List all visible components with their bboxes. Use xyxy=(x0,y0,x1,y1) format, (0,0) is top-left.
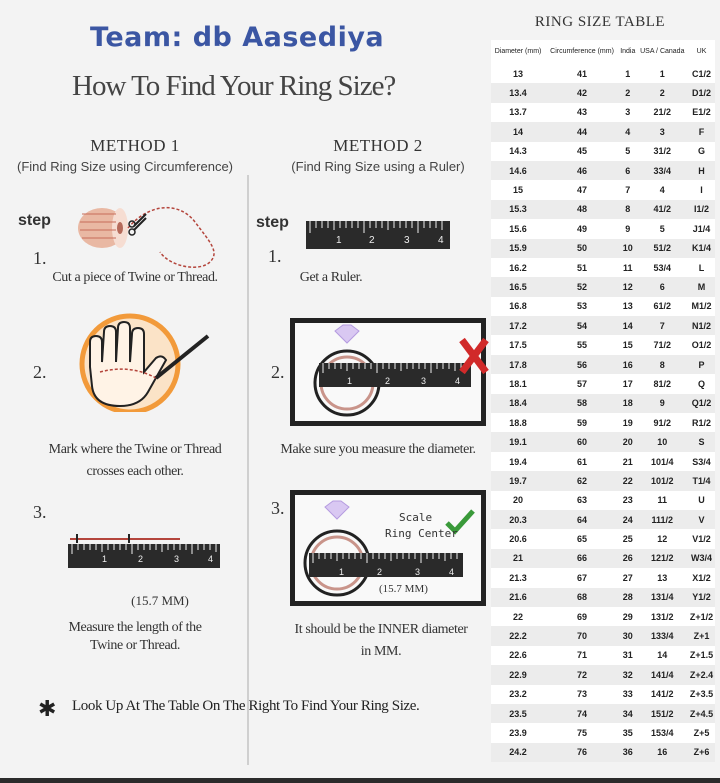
table-cell: Y1/2 xyxy=(688,588,715,607)
table-cell: 6 xyxy=(637,277,688,296)
table-cell: 3 xyxy=(637,122,688,141)
table-cell: 48 xyxy=(545,200,619,219)
table-cell: 74 xyxy=(545,704,619,723)
table-cell: 41 xyxy=(545,64,619,83)
method1-step2-number: 2. xyxy=(33,362,47,382)
table-cell: M xyxy=(688,277,715,296)
hand-illustration xyxy=(60,312,220,412)
table-cell: Z+1.5 xyxy=(688,646,715,665)
method1-ruler xyxy=(68,544,220,568)
table-cell: 68 xyxy=(545,588,619,607)
table-cell: Z+3.5 xyxy=(688,685,715,704)
table-cell: 55 xyxy=(545,335,619,354)
ring-size-table xyxy=(491,40,715,762)
ruler2-tick-4: 4 xyxy=(438,235,444,246)
table-row xyxy=(491,122,715,141)
table-cell: 15 xyxy=(619,335,637,354)
table-cell: 30 xyxy=(619,626,637,645)
table-cell: 101/4 xyxy=(637,452,688,471)
table-cell: 21 xyxy=(619,452,637,471)
table-cell: 8 xyxy=(637,355,688,374)
table-cell: 29 xyxy=(619,607,637,626)
method2-measure-value: (15.7 MM) xyxy=(379,583,428,595)
measured-thread xyxy=(70,538,180,540)
table-row xyxy=(491,685,715,704)
method1-measure-value: (15.7 MM) xyxy=(131,593,189,608)
table-cell: 2 xyxy=(619,83,637,102)
table-cell: 17.8 xyxy=(491,355,545,374)
table-row xyxy=(491,529,715,548)
table-cell: 3 xyxy=(619,103,637,122)
ruler3-tick-4: 4 xyxy=(455,376,461,386)
ring-table-body xyxy=(491,64,715,762)
header-circumference: Circumference (mm) xyxy=(545,40,619,64)
table-row xyxy=(491,83,715,102)
table-cell: 13.4 xyxy=(491,83,545,102)
table-cell: 18.4 xyxy=(491,394,545,413)
table-cell: 8 xyxy=(619,200,637,219)
table-cell: O1/2 xyxy=(688,335,715,354)
table-cell: 111/2 xyxy=(637,510,688,529)
table-cell: 11 xyxy=(619,258,637,277)
table-row xyxy=(491,200,715,219)
table-cell: 21.6 xyxy=(491,588,545,607)
table-row xyxy=(491,471,715,490)
table-cell: 141/2 xyxy=(637,685,688,704)
table-row xyxy=(491,297,715,316)
table-cell: 33/4 xyxy=(637,161,688,180)
table-cell: N1/2 xyxy=(688,316,715,335)
thread-mark-right xyxy=(128,534,130,543)
table-cell: 15.6 xyxy=(491,219,545,238)
table-cell: 151/2 xyxy=(637,704,688,723)
ruler4-tick-1: 1 xyxy=(339,567,345,577)
table-cell: H xyxy=(688,161,715,180)
table-cell: 10 xyxy=(619,239,637,258)
table-cell: I1/2 xyxy=(688,200,715,219)
table-cell: I xyxy=(688,180,715,199)
ruler4-tick-4: 4 xyxy=(449,567,455,577)
ring-center-label: Ring Center xyxy=(385,527,458,540)
table-cell: 4 xyxy=(637,180,688,199)
table-cell: 61/2 xyxy=(637,297,688,316)
table-cell: 54 xyxy=(545,316,619,335)
ruler4-tick-3: 3 xyxy=(415,567,421,577)
table-cell: Z+1 xyxy=(688,626,715,645)
table-cell: 35 xyxy=(619,723,637,742)
method1-step1-number: 1. xyxy=(33,248,47,268)
table-cell: 23.5 xyxy=(491,704,545,723)
table-cell: 20.6 xyxy=(491,529,545,548)
table-cell: 64 xyxy=(545,510,619,529)
ruler2-tick-2: 2 xyxy=(369,235,375,246)
table-cell: 15 xyxy=(491,180,545,199)
table-cell: 4 xyxy=(619,122,637,141)
table-cell: 131/4 xyxy=(637,588,688,607)
method2-step2-box xyxy=(290,318,486,426)
table-cell: 22.9 xyxy=(491,665,545,684)
table-cell: Z+6 xyxy=(688,743,715,762)
table-cell: 41/2 xyxy=(637,200,688,219)
table-cell: 9 xyxy=(619,219,637,238)
table-cell: 23.9 xyxy=(491,723,545,742)
table-cell: 13 xyxy=(491,64,545,83)
table-cell: 57 xyxy=(545,374,619,393)
table-cell: C1/2 xyxy=(688,64,715,83)
ring-ruler xyxy=(309,553,463,577)
table-cell: 14.6 xyxy=(491,161,545,180)
method2-step-label: step xyxy=(256,214,289,231)
table-cell: Z+4.5 xyxy=(688,704,715,723)
method2-step3-caption-line2: in MM. xyxy=(360,644,402,659)
table-cell: 27 xyxy=(619,568,637,587)
table-cell: 19 xyxy=(619,413,637,432)
table-cell: 13 xyxy=(637,568,688,587)
method1-step2-caption-line2: crosses each other. xyxy=(86,464,184,479)
table-cell: 21/2 xyxy=(637,103,688,122)
header-diameter: Diameter (mm) xyxy=(491,40,545,64)
table-cell: Z+2.4 xyxy=(688,665,715,684)
table-row xyxy=(491,142,715,161)
table-row xyxy=(491,219,715,238)
table-cell: X1/2 xyxy=(688,568,715,587)
table-cell: 31/2 xyxy=(637,142,688,161)
method2-step3-box xyxy=(290,490,486,606)
ruler-tick-1: 1 xyxy=(102,554,108,564)
method1-step3-caption-line2: Twine or Thread. xyxy=(90,638,180,653)
table-cell: 34 xyxy=(619,704,637,723)
thread-spool-icon xyxy=(78,208,128,248)
ruler4-tick-2: 2 xyxy=(377,567,383,577)
table-cell: 15.9 xyxy=(491,239,545,258)
diamond-icon xyxy=(335,325,359,343)
table-cell: 22 xyxy=(491,607,545,626)
table-cell: 7 xyxy=(637,316,688,335)
table-row xyxy=(491,239,715,258)
table-cell: 133/4 xyxy=(637,626,688,645)
table-row xyxy=(491,394,715,413)
table-cell: 12 xyxy=(619,277,637,296)
method1-subtitle: (Find Ring Size using Circumference) xyxy=(16,159,234,174)
table-cell: 51/2 xyxy=(637,239,688,258)
table-cell: 121/2 xyxy=(637,549,688,568)
table-cell: 69 xyxy=(545,607,619,626)
table-cell: 14.3 xyxy=(491,142,545,161)
table-row xyxy=(491,607,715,626)
table-cell: 5 xyxy=(619,142,637,161)
table-cell: 21.3 xyxy=(491,568,545,587)
table-cell: 9 xyxy=(637,394,688,413)
table-cell: 22 xyxy=(619,471,637,490)
table-cell: 17 xyxy=(619,374,637,393)
method2-heading: METHOD 2 xyxy=(333,136,423,155)
table-cell: 52 xyxy=(545,277,619,296)
table-cell: 53/4 xyxy=(637,258,688,277)
table-cell: 19.1 xyxy=(491,432,545,451)
table-cell: Z+5 xyxy=(688,723,715,742)
table-cell: 58 xyxy=(545,394,619,413)
thread-line xyxy=(128,208,214,268)
table-row xyxy=(491,549,715,568)
table-cell: P xyxy=(688,355,715,374)
method2-step1-caption: Get a Ruler. xyxy=(299,270,363,285)
table-cell: 24 xyxy=(619,510,637,529)
table-title: RING SIZE TABLE xyxy=(534,14,666,30)
table-cell: 24.2 xyxy=(491,743,545,762)
table-cell: 1 xyxy=(619,64,637,83)
table-cell: 23.2 xyxy=(491,685,545,704)
table-cell: V1/2 xyxy=(688,529,715,548)
table-row xyxy=(491,704,715,723)
table-cell: 16 xyxy=(637,743,688,762)
table-row xyxy=(491,568,715,587)
table-cell: 63 xyxy=(545,491,619,510)
table-row xyxy=(491,335,715,354)
ruler2-tick-3: 3 xyxy=(404,235,410,246)
table-row xyxy=(491,413,715,432)
table-cell: 14 xyxy=(637,646,688,665)
table-cell: U xyxy=(688,491,715,510)
table-cell: 53 xyxy=(545,297,619,316)
header-usa-canada: USA / Canada xyxy=(637,40,688,64)
table-cell: 56 xyxy=(545,355,619,374)
table-row xyxy=(491,491,715,510)
method2-subtitle: (Find Ring Size using a Ruler) xyxy=(291,159,465,174)
ruler-tick-3: 3 xyxy=(174,554,180,564)
table-cell: 59 xyxy=(545,413,619,432)
table-cell: 31 xyxy=(619,646,637,665)
table-cell: 70 xyxy=(545,626,619,645)
table-cell: 91/2 xyxy=(637,413,688,432)
table-cell: 16.5 xyxy=(491,277,545,296)
header-uk: UK xyxy=(688,40,715,64)
table-cell: 153/4 xyxy=(637,723,688,742)
table-row xyxy=(491,743,715,762)
table-row xyxy=(491,432,715,451)
table-cell: 17.2 xyxy=(491,316,545,335)
table-cell: 18 xyxy=(619,394,637,413)
table-cell: 18.8 xyxy=(491,413,545,432)
method1-step3-number: 3. xyxy=(33,502,47,522)
table-cell: 45 xyxy=(545,142,619,161)
table-cell: 25 xyxy=(619,529,637,548)
table-row xyxy=(491,665,715,684)
table-row xyxy=(491,258,715,277)
method2-step2-caption: Make sure you measure the diameter. xyxy=(280,442,476,457)
table-cell: 1 xyxy=(637,64,688,83)
table-cell: 16.2 xyxy=(491,258,545,277)
table-cell: 42 xyxy=(545,83,619,102)
table-cell: 10 xyxy=(637,432,688,451)
table-cell: 44 xyxy=(545,122,619,141)
ruler3-tick-3: 3 xyxy=(421,376,427,386)
table-cell: 49 xyxy=(545,219,619,238)
table-cell: 50 xyxy=(545,239,619,258)
table-cell: 66 xyxy=(545,549,619,568)
method1-step2-caption-line1: Mark where the Twine or Thread xyxy=(48,442,222,457)
table-cell: R1/2 xyxy=(688,413,715,432)
table-row xyxy=(491,355,715,374)
diamond-icon xyxy=(325,501,349,519)
table-cell: 20 xyxy=(619,432,637,451)
table-cell: 61 xyxy=(545,452,619,471)
table-cell: E1/2 xyxy=(688,103,715,122)
table-cell: 36 xyxy=(619,743,637,762)
table-cell: 72 xyxy=(545,665,619,684)
table-cell: K1/4 xyxy=(688,239,715,258)
method2-step2-number: 2. xyxy=(271,362,285,382)
table-cell: 11 xyxy=(637,491,688,510)
method1-step3-caption-line1: Measure the length of the xyxy=(68,620,202,635)
table-cell: 21 xyxy=(491,549,545,568)
wrong-x-icon xyxy=(458,336,490,376)
table-cell: 14 xyxy=(619,316,637,335)
table-row xyxy=(491,103,715,122)
table-cell: T1/4 xyxy=(688,471,715,490)
method1-step1-caption: Cut a piece of Twine or Thread. xyxy=(52,270,218,285)
ruler2-tick-1: 1 xyxy=(336,235,342,246)
table-row xyxy=(491,723,715,742)
table-cell: D1/2 xyxy=(688,83,715,102)
table-cell: F xyxy=(688,122,715,141)
table-row xyxy=(491,452,715,471)
table-cell: 26 xyxy=(619,549,637,568)
table-cell: 81/2 xyxy=(637,374,688,393)
table-cell: 46 xyxy=(545,161,619,180)
table-cell: 60 xyxy=(545,432,619,451)
table-cell: 16 xyxy=(619,355,637,374)
table-row xyxy=(491,374,715,393)
footer-note: Look Up At The Table On The Right To Find Your Ring Size. xyxy=(72,698,420,714)
table-cell: V xyxy=(688,510,715,529)
method1-heading: METHOD 1 xyxy=(90,136,180,155)
table-cell: S3/4 xyxy=(688,452,715,471)
thread-spool-illustration xyxy=(70,192,230,272)
table-cell: 43 xyxy=(545,103,619,122)
table-cell: 32 xyxy=(619,665,637,684)
table-row xyxy=(491,588,715,607)
table-cell: 22.2 xyxy=(491,626,545,645)
method2-step3-number: 3. xyxy=(271,498,285,518)
table-cell: 2 xyxy=(637,83,688,102)
table-cell: 13.7 xyxy=(491,103,545,122)
table-cell: 47 xyxy=(545,180,619,199)
table-cell: M1/2 xyxy=(688,297,715,316)
table-cell: 28 xyxy=(619,588,637,607)
table-cell: 23 xyxy=(619,491,637,510)
table-cell: 7 xyxy=(619,180,637,199)
table-cell: 76 xyxy=(545,743,619,762)
table-cell: 65 xyxy=(545,529,619,548)
table-cell: Q1/2 xyxy=(688,394,715,413)
table-cell: 17.5 xyxy=(491,335,545,354)
table-cell: 71/2 xyxy=(637,335,688,354)
table-row xyxy=(491,64,715,83)
table-row xyxy=(491,161,715,180)
table-row xyxy=(491,180,715,199)
table-row xyxy=(491,277,715,296)
method2-ruler xyxy=(306,221,450,249)
scale-label: Scale xyxy=(399,511,433,524)
table-cell: 131/2 xyxy=(637,607,688,626)
table-row xyxy=(491,316,715,335)
ruler-tick-2: 2 xyxy=(138,554,144,564)
table-cell: 51 xyxy=(545,258,619,277)
table-cell: L xyxy=(688,258,715,277)
table-cell: 12 xyxy=(637,529,688,548)
ruler3-tick-1: 1 xyxy=(347,376,353,386)
scissors-icon xyxy=(129,214,146,235)
ruler3-tick-2: 2 xyxy=(385,376,391,386)
table-row xyxy=(491,626,715,645)
table-cell: 20.3 xyxy=(491,510,545,529)
header-india: India xyxy=(619,40,637,64)
table-cell: J1/4 xyxy=(688,219,715,238)
table-cell: 20 xyxy=(491,491,545,510)
table-cell: 73 xyxy=(545,685,619,704)
asterisk-icon: ✱ xyxy=(38,696,57,721)
table-row xyxy=(491,510,715,529)
bottom-bar xyxy=(0,778,720,783)
method2-step3-caption-line1: It should be the INNER diameter xyxy=(294,622,468,637)
method2-step1-number: 1. xyxy=(268,246,282,266)
table-cell: 15.3 xyxy=(491,200,545,219)
table-cell: Q xyxy=(688,374,715,393)
table-cell: 13 xyxy=(619,297,637,316)
page-title: How To Find Your Ring Size? xyxy=(72,70,396,102)
table-cell: 71 xyxy=(545,646,619,665)
method1-step-label: step xyxy=(18,212,51,229)
team-title: Team: db Aasediya xyxy=(90,22,385,53)
table-cell: 16.8 xyxy=(491,297,545,316)
table-cell: 33 xyxy=(619,685,637,704)
table-cell: 141/4 xyxy=(637,665,688,684)
table-cell: W3/4 xyxy=(688,549,715,568)
table-cell: 19.4 xyxy=(491,452,545,471)
ruler-tick-4: 4 xyxy=(208,554,214,564)
table-cell: S xyxy=(688,432,715,451)
table-cell: 62 xyxy=(545,471,619,490)
thread-mark-left xyxy=(76,534,78,543)
table-cell: G xyxy=(688,142,715,161)
table-cell: 5 xyxy=(637,219,688,238)
table-cell: 6 xyxy=(619,161,637,180)
table-row xyxy=(491,646,715,665)
table-cell: 67 xyxy=(545,568,619,587)
table-cell: 18.1 xyxy=(491,374,545,393)
table-cell: 14 xyxy=(491,122,545,141)
table-cell: Z+1/2 xyxy=(688,607,715,626)
table-cell: 101/2 xyxy=(637,471,688,490)
table-cell: 19.7 xyxy=(491,471,545,490)
table-cell: 22.6 xyxy=(491,646,545,665)
table-cell: 75 xyxy=(545,723,619,742)
